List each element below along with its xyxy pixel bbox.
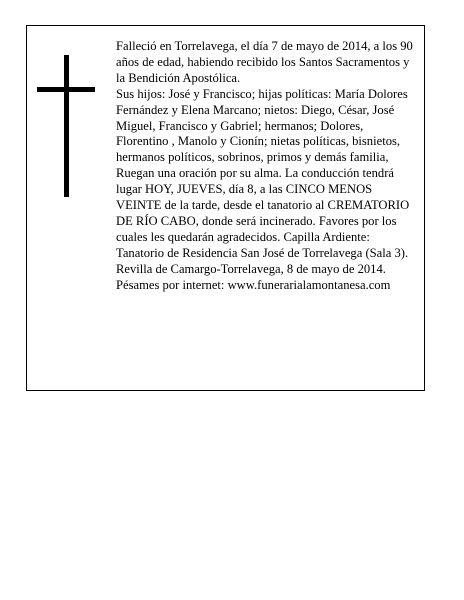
- cross-vertical-bar: [64, 55, 69, 197]
- notice-paragraph-death: Falleció en Torrelavega, el día 7 de mayo de 2014, a los 90 años de edad, habiendo recibido los Santos Sacramentos y la Bendición Apostólica.: [116, 39, 413, 85]
- notice-paragraph-condolences: Pésames por internet: www.funerarialamontanesa.com: [116, 277, 391, 292]
- cross-horizontal-bar: [37, 87, 95, 92]
- obituary-notice: [26, 25, 425, 391]
- notice-paragraph-family: Sus hijos: José y Francisco; hijas políticas: María Dolores Fernández y Elena Marcano; nietos: Diego, César, José Miguel, Francisco y Gabriel; hermanos; Dolores, Florentino , Manolo y Cionín; nietas políticas, bisnietos, hermanos políticos, sobrinos, primos y demás familia,: [116, 86, 408, 165]
- notice-paragraph-place-date: Revilla de Camargo-Torrelavega, 8 de mayo de 2014.: [116, 261, 386, 276]
- cross-icon: [37, 55, 95, 197]
- notice-body: [116, 39, 416, 294]
- notice-paragraph-funeral: Ruegan una oración por su alma. La conducción tendrá lugar HOY, JUEVES, día 8, a las CINCO MENOS VEINTE de la tarde, desde el tanatorio al CREMATORIO DE RÍO CABO, donde será incinerado. Favores por los cuales les quedarán agradecidos. Capilla Ardiente: Tanatorio de Residencia San José de Torrelavega (Sala 3).: [116, 166, 410, 260]
